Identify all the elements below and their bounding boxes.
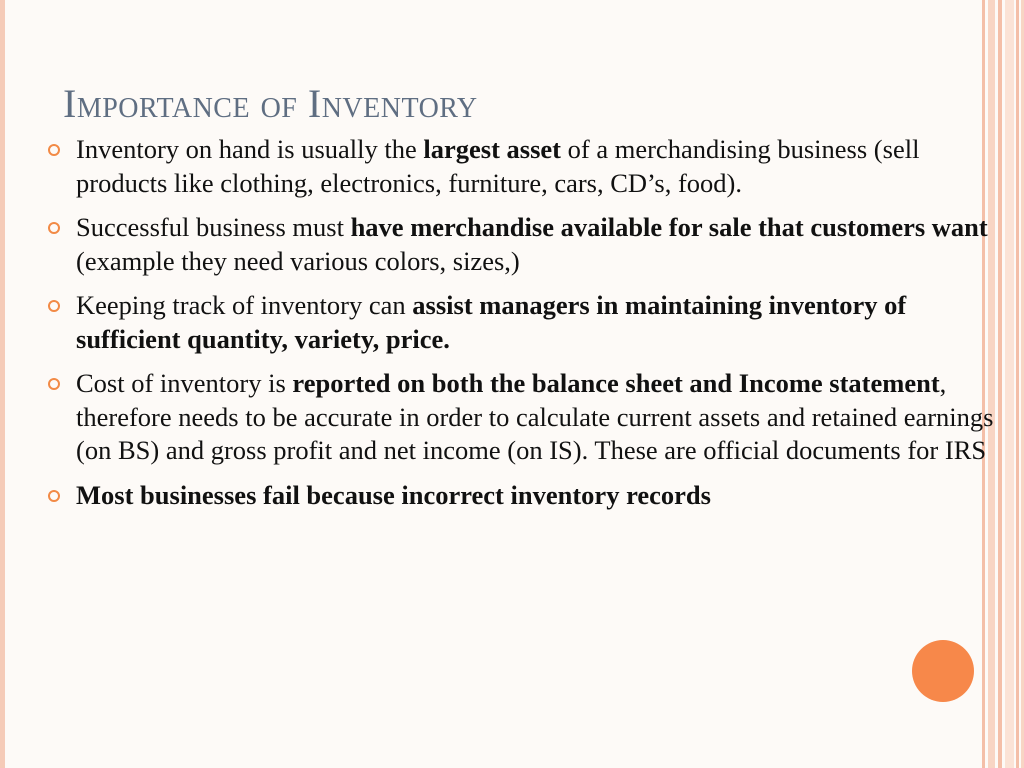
hollow-circle-bullet-icon xyxy=(48,378,60,390)
left-edge-stripe xyxy=(0,0,5,768)
bullet-text-bold: largest asset xyxy=(423,134,562,164)
bullet-item xyxy=(48,133,998,200)
right-decorative-stripe xyxy=(998,0,1002,768)
bullet-text: of a merchandising business (sell products like clothing, electronics, furniture, cars, CD’s, food). xyxy=(76,134,920,198)
bullet-text-bold: Most businesses fail because incorrect inventory records xyxy=(76,479,711,510)
orange-circle-decoration xyxy=(912,640,974,702)
hollow-circle-bullet-icon xyxy=(48,144,60,156)
right-decorative-stripe xyxy=(1005,0,1014,768)
bullet-text: , therefore needs to be accurate in order to calculate current assets and retained earnings (on BS) and gross profit and net income (on IS). These are official documents for IRS xyxy=(76,368,994,465)
bullet-item xyxy=(48,479,998,513)
bullet-item xyxy=(48,367,998,468)
bullet-item xyxy=(48,289,998,356)
bullet-text: (example they need various colors, sizes,) xyxy=(76,245,520,276)
hollow-circle-bullet-icon xyxy=(48,222,60,234)
bullet-text-bold: assist managers in maintaining inventory of sufficient quantity, variety, price. xyxy=(76,290,907,354)
bullet-list xyxy=(48,133,998,523)
bullet-text-bold: reported on both the balance sheet and Income statement xyxy=(292,368,940,398)
bullet-item xyxy=(48,211,998,278)
right-decorative-stripe xyxy=(1016,0,1019,768)
bullet-text: Cost of inventory is xyxy=(76,368,293,398)
slide-title: Importance of Inventory xyxy=(63,81,478,126)
hollow-circle-bullet-icon xyxy=(48,300,60,312)
hollow-circle-bullet-icon xyxy=(48,490,60,502)
bullet-text: Keeping track of inventory can xyxy=(76,290,413,320)
bullet-text: Successful business must xyxy=(76,212,351,242)
bullet-text-bold: have merchandise available for sale that customers want xyxy=(350,212,988,242)
bullet-text: Inventory on hand is usually the xyxy=(76,134,424,164)
